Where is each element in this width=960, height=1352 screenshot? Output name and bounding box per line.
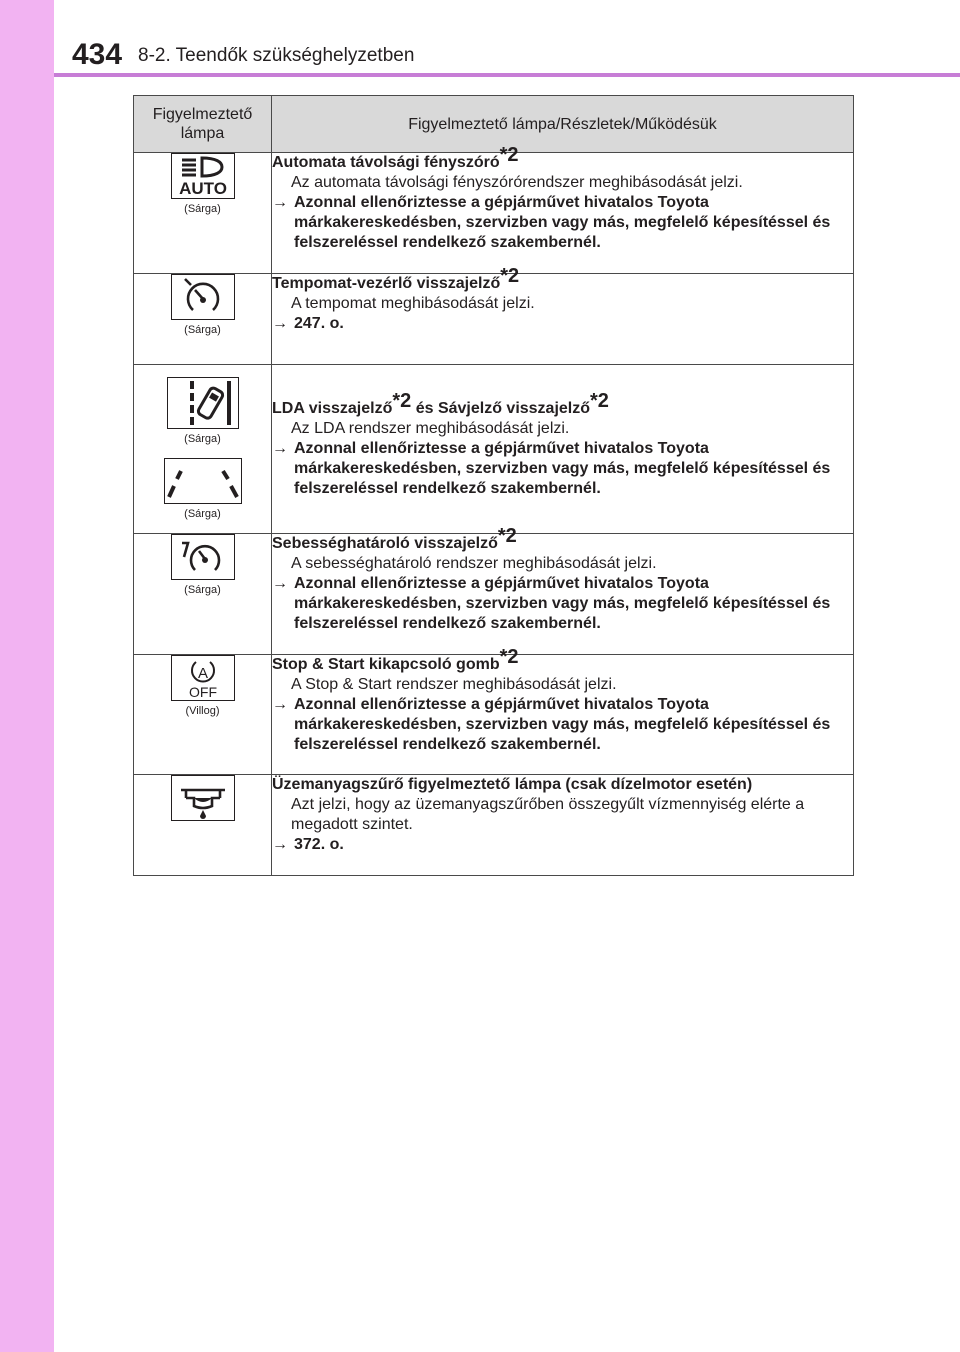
color-note: (Sárga) (184, 324, 221, 336)
lamp-title: LDA visszajelző$^{*2}$ és Sávjelző visszajelző$^{*2}$ (272, 389, 609, 417)
chapter-title: 8-2. Teendők szükséghelyzetben (138, 45, 415, 66)
table-row (134, 655, 854, 775)
description-cell (272, 143, 854, 274)
lamp-title: Stop & Start kikapcsoló gomb$^{*2}$ (272, 645, 519, 673)
lane-marker-icon (164, 458, 242, 504)
table-header-row (134, 96, 854, 153)
table-row (134, 274, 854, 365)
color-note: (Sárga) (184, 433, 221, 445)
icon-cell (134, 153, 272, 274)
svg-text:A: A (197, 665, 208, 682)
chapter-side-tab (0, 0, 54, 1352)
lamp-description: A sebességhatároló rendszer meghibásodását jelzi. (291, 555, 657, 572)
table-row (134, 153, 854, 274)
lamp-action: → Azonnal ellenőriztesse a gépjárművet hivatalos Toyota márkakereskedésben, szervizben vagy más, megfelelő képesítéssel és felszereléssel rendelkező szakembernél. (272, 696, 831, 753)
description-cell (272, 775, 854, 876)
col-header-lamp: Figyelmeztető lámpa (134, 96, 272, 153)
lda-lane-departure-icon (167, 377, 239, 429)
cruise-control-icon (171, 274, 235, 320)
lamp-description: Az LDA rendszer meghibásodását jelzi. (291, 420, 570, 437)
description-cell (272, 645, 854, 775)
lamp-action: → 247. o. (272, 315, 344, 332)
icon-cell (134, 365, 272, 534)
warning-lamp-table (133, 95, 854, 876)
header-rule (54, 73, 960, 77)
lamp-action: → Azonnal ellenőriztesse a gépjárművet hivatalos Toyota márkakereskedésben, szervizben vagy más, megfelelő képesítéssel és felszereléssel rendelkező szakembernél. (272, 194, 831, 251)
auto-high-beam-icon (171, 153, 235, 199)
lamp-description: A tempomat meghibásodását jelzi. (291, 295, 535, 312)
icon-cell (134, 655, 272, 775)
table-row (134, 534, 854, 655)
table-row (134, 775, 854, 876)
lamp-description: Az automata távolsági fényszórórendszer meghibásodását jelzi. (291, 174, 743, 191)
stop-start-off-icon (171, 655, 235, 701)
svg-text:AUTO: AUTO (178, 179, 227, 198)
svg-text:OFF: OFF (188, 684, 217, 700)
description-cell (272, 524, 854, 655)
color-note: (Sárga) (184, 508, 221, 520)
fuel-filter-icon (171, 775, 235, 821)
lamp-title: Üzemanyagszűrő figyelmeztető lámpa (csak dízelmotor esetén) (272, 776, 753, 793)
icon-cell (134, 534, 272, 655)
lamp-title: Sebességhatároló visszajelző$^{*2}$ (272, 524, 517, 552)
lamp-action: → 372. o. (272, 836, 344, 853)
lamp-description: A Stop & Start rendszer meghibásodását jelzi. (291, 676, 617, 693)
lamp-title: Automata távolsági fényszóró$^{*2}$ (272, 143, 519, 171)
description-cell (272, 365, 854, 534)
icon-cell (134, 775, 272, 876)
lamp-action: → Azonnal ellenőriztesse a gépjárművet hivatalos Toyota márkakereskedésben, szervizben vagy más, megfelelő képesítéssel és felszereléssel rendelkező szakembernél. (272, 575, 831, 632)
color-note: (Sárga) (184, 203, 221, 215)
color-note: (Sárga) (184, 584, 221, 596)
icon-cell (134, 274, 272, 365)
description-cell (272, 264, 854, 365)
lamp-title: Tempomat-vezérlő visszajelző$^{*2}$ (272, 264, 520, 292)
speed-limiter-icon (171, 534, 235, 580)
color-note: (Villog) (185, 705, 220, 717)
lamp-description: Azt jelzi, hogy az üzemanyagszűrőben összegyűlt vízmennyiség elérte a megadott szintet. (291, 796, 805, 833)
page-number: 434 (72, 38, 123, 71)
table-row (134, 365, 854, 534)
col-header-details: Figyelmeztető lámpa/Részletek/Működésük (272, 96, 854, 153)
lamp-action: → Azonnal ellenőriztesse a gépjárművet hivatalos Toyota márkakereskedésben, szervizben vagy más, megfelelő képesítéssel és felszereléssel rendelkező szakembernél. (272, 440, 831, 497)
